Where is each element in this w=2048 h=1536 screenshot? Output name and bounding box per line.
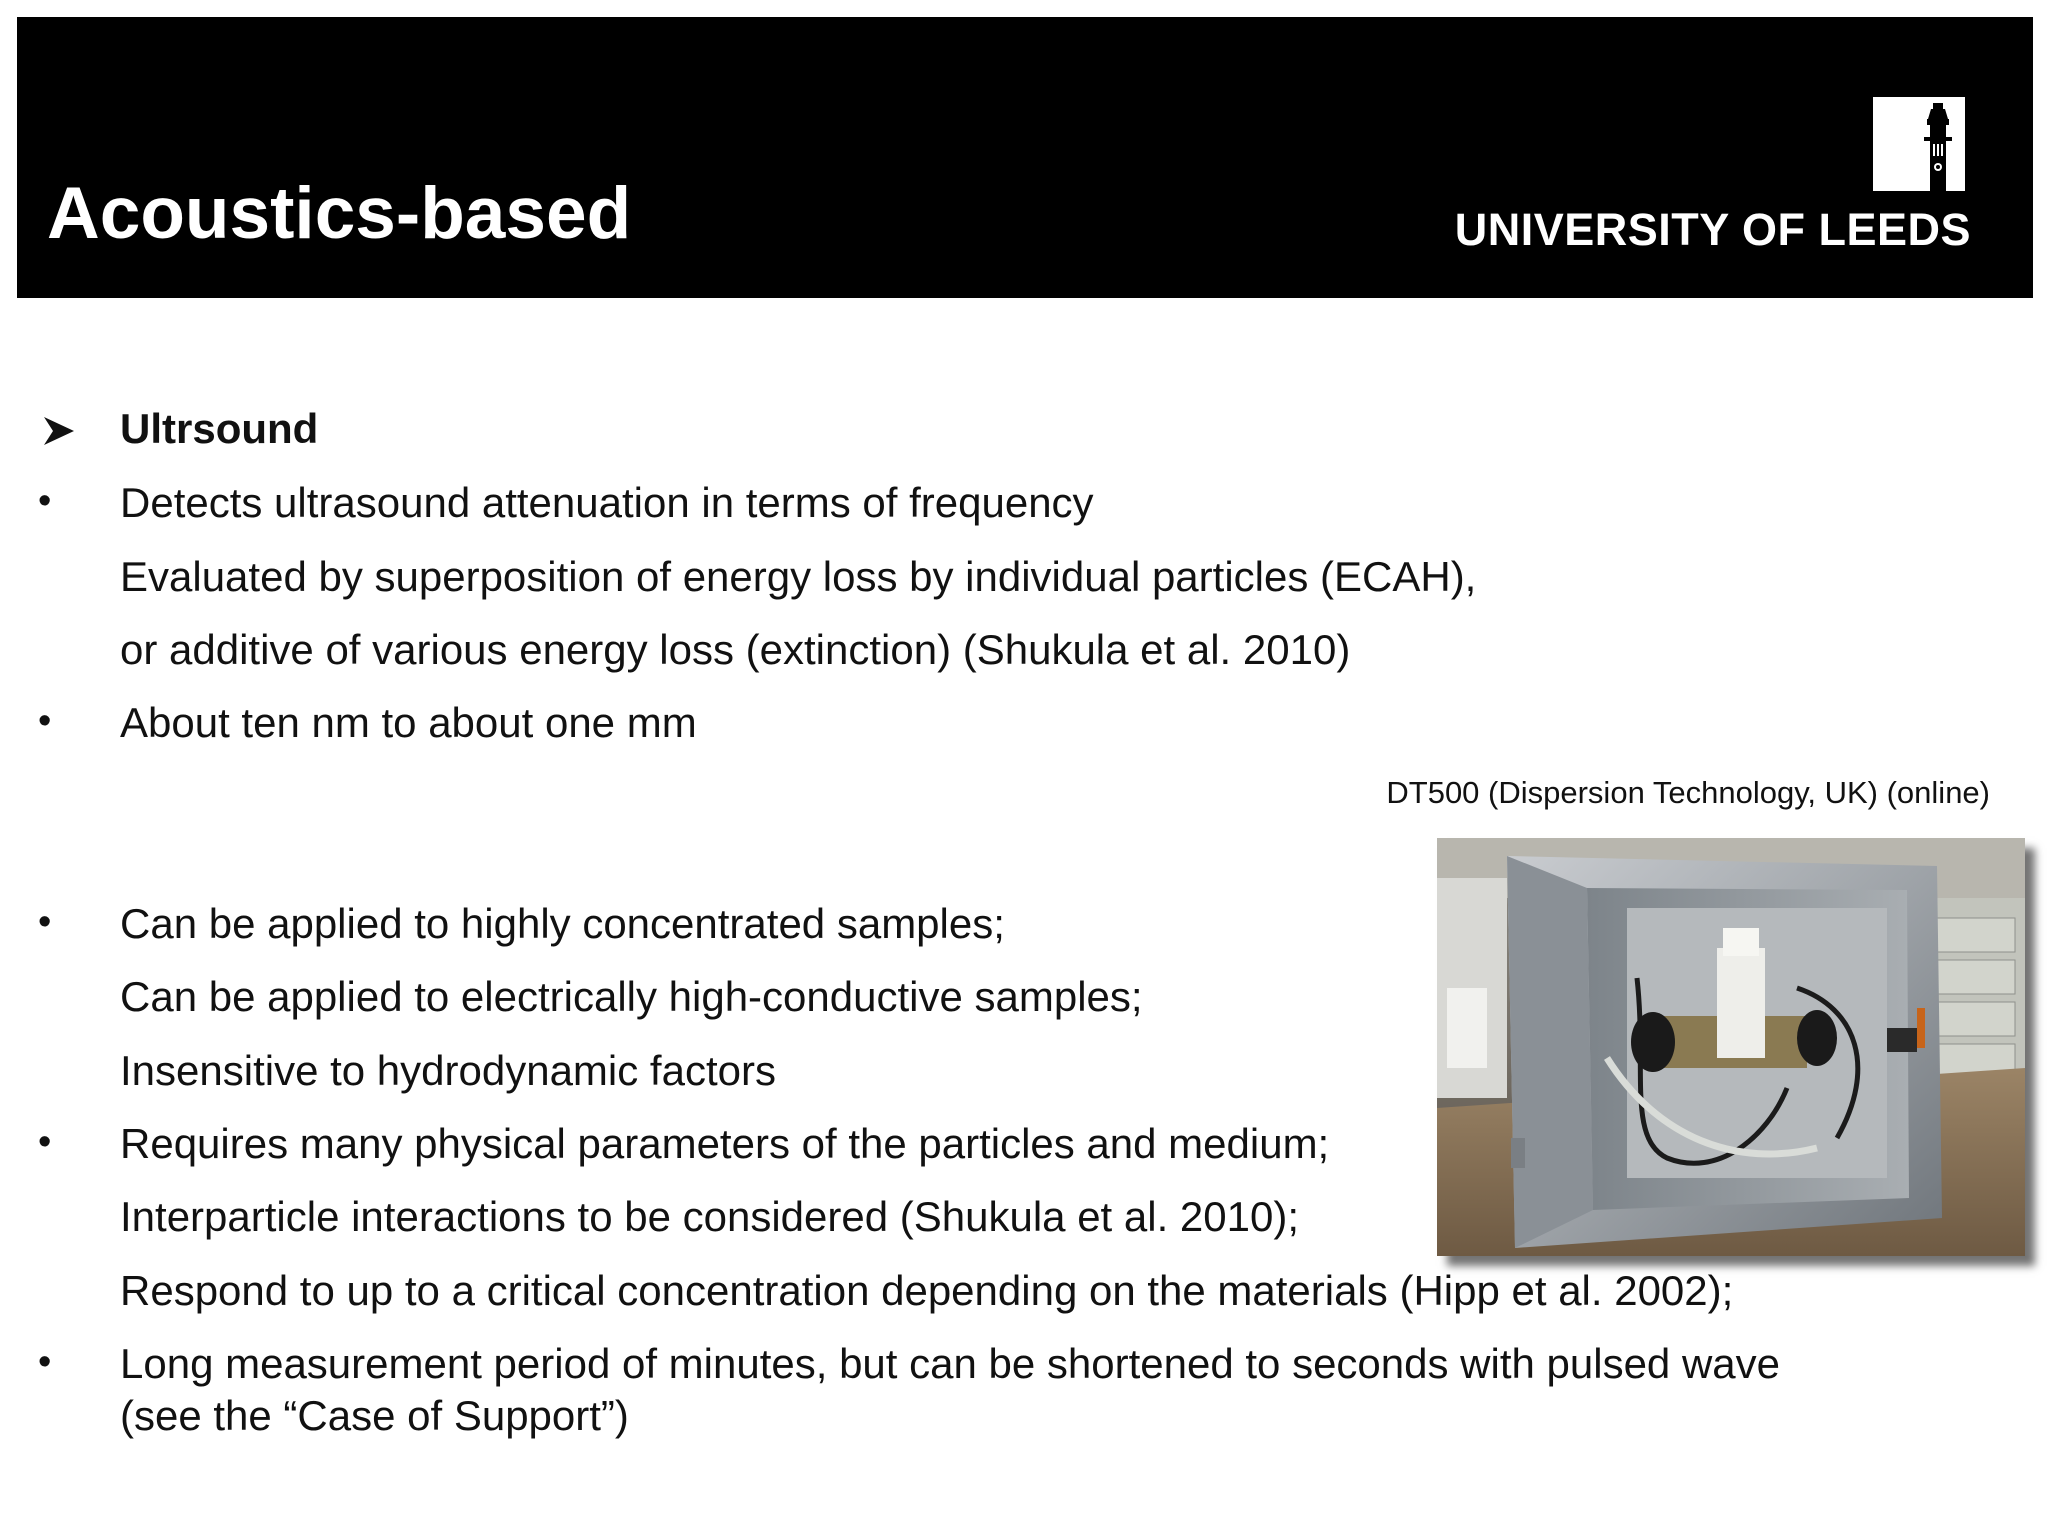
bullet-1: • (38, 480, 52, 522)
bullet-4: • (38, 1121, 52, 1163)
instrument-photo (1437, 838, 2025, 1256)
text-line-9: Interparticle interactions to be considered (Shukula et al. 2010); (120, 1193, 1300, 1240)
text-line-5: Can be applied to highly concentrated samples; (120, 900, 1005, 947)
bullet-3: • (38, 901, 52, 943)
figure-caption: DT500 (Dispersion Technology, UK) (online) (1386, 775, 1990, 810)
text-line-8: Requires many physical parameters of the particles and medium; (120, 1120, 1330, 1167)
arrowhead-bullet-icon (42, 414, 76, 448)
slide-title: Acoustics-based (47, 173, 632, 254)
bullet-2: • (38, 700, 52, 742)
university-logo-text: UNIVERSITY OF LEEDS (1454, 204, 1971, 255)
dt500-instrument-illustration (1437, 838, 2025, 1256)
text-line-6: Can be applied to electrically high-conductive samples; (120, 973, 1143, 1020)
text-line-11: Long measurement period of minutes, but can be shortened to seconds with pulsed wave (120, 1340, 1781, 1387)
bullet-5: • (38, 1341, 52, 1383)
text-line-3: or additive of various energy loss (extinction) (Shukula et al. 2010) (120, 626, 1351, 673)
text-line-10: Respond to up to a critical concentration depending on the materials (Hipp et al. 2002); (120, 1267, 1734, 1314)
text-line-4: About ten nm to about one mm (120, 699, 697, 746)
section-heading: Ultrsound (120, 405, 319, 452)
text-line-2: Evaluated by superposition of energy loss by individual particles (ECAH), (120, 553, 1477, 600)
text-line-1: Detects ultrasound attenuation in terms of frequency (120, 479, 1094, 526)
text-line-7: Insensitive to hydrodynamic factors (120, 1047, 776, 1094)
text-line-12: (see the “Case of Support”) (120, 1392, 629, 1439)
